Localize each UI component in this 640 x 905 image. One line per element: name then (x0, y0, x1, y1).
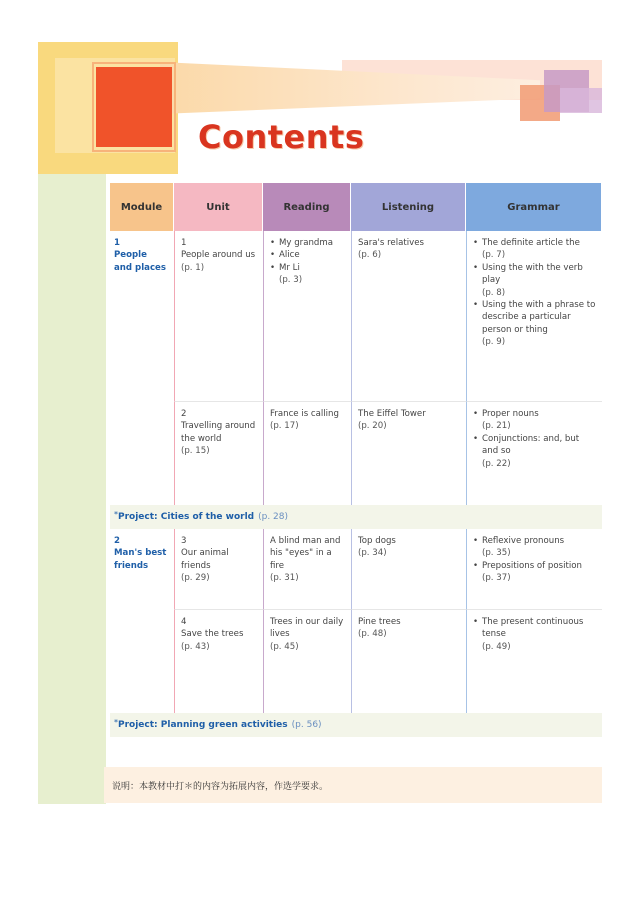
unit-title[interactable]: People around us (181, 250, 256, 261)
unit-page: (p. 15) (181, 446, 210, 457)
reading-page: (p. 3) (279, 275, 303, 286)
grammar-item: • The present continuous tense (p. 49) (473, 616, 596, 653)
module-cell-empty (110, 609, 174, 713)
unit-cell (174, 231, 263, 401)
unit-title[interactable]: Our animal friends (181, 548, 229, 571)
grammar-cell (466, 401, 602, 505)
reading-item: • My grandma (270, 237, 345, 249)
listening-page: (p. 34) (358, 548, 387, 559)
reading-cell (263, 401, 351, 505)
reading-cell (263, 529, 351, 609)
reading-title: A blind man and his "eyes" in a fire (270, 536, 341, 571)
grammar-item: • Conjunctions: and, but and so (p. 22) (473, 433, 596, 470)
unit-cell (174, 529, 263, 609)
header-module: Module (110, 183, 174, 231)
contents-table (110, 183, 602, 737)
reading-cell (263, 231, 351, 401)
table-row (110, 609, 602, 713)
listening-cell (351, 401, 466, 505)
module-cell (110, 529, 174, 609)
reading-item: • Alice (270, 249, 345, 261)
module-number: 1 (114, 238, 120, 248)
reading-page: (p. 17) (270, 421, 299, 432)
extension-star: * (114, 717, 118, 727)
header-reading: Reading (263, 183, 351, 231)
lilac-square (560, 88, 602, 113)
unit-number: 1 (181, 238, 187, 248)
orange-square-outline (92, 62, 176, 152)
unit-page: (p. 43) (181, 641, 210, 652)
unit-number: 3 (181, 536, 187, 546)
grammar-item: • Prepositions of position (p. 37) (473, 560, 596, 585)
grammar-item: • Proper nouns (p. 21) (473, 408, 596, 433)
header-grammar: Grammar (466, 183, 602, 231)
listening-page: (p. 20) (358, 421, 387, 432)
grammar-item: • Using the with the verb play (p. 8) (473, 262, 596, 299)
module-2 (110, 529, 602, 737)
grammar-cell (466, 609, 602, 713)
reading-page: (p. 45) (270, 641, 299, 652)
reading-cell (263, 609, 351, 713)
unit-page: (p. 1) (181, 262, 205, 273)
module-name: People and places (114, 250, 166, 273)
module-number: 2 (114, 536, 120, 546)
table-row (110, 529, 602, 609)
unit-title[interactable]: Travelling around the world (181, 421, 256, 444)
header-unit: Unit (174, 183, 263, 231)
listening-title: Top dogs (358, 536, 396, 546)
grammar-cell (466, 231, 602, 401)
header-listening: Listening (351, 183, 466, 231)
module-cell (110, 231, 174, 401)
table-row (110, 231, 602, 401)
module-1 (110, 231, 602, 529)
grammar-item: • The definite article the (p. 7) (473, 237, 596, 262)
page-title: Contents (198, 118, 365, 156)
grammar-item: • Using the with a phrase to describe a particular person or thing (p. 9) (473, 299, 596, 349)
project-name: Project: Cities of the world (118, 512, 255, 522)
listening-page: (p. 6) (358, 250, 382, 261)
listening-title: The Eiffel Tower (358, 409, 426, 419)
grammar-item: • Reflexive pronouns (p. 35) (473, 535, 596, 560)
project-row[interactable] (110, 713, 602, 737)
project-row[interactable] (110, 505, 602, 529)
listening-cell (351, 231, 466, 401)
reading-page: (p. 31) (270, 573, 299, 584)
project-page: (p. 28) (258, 512, 289, 522)
table-header (110, 183, 602, 231)
listening-cell (351, 609, 466, 713)
table-row (110, 401, 602, 505)
unit-page: (p. 29) (181, 573, 210, 584)
extension-star: * (114, 509, 118, 519)
project-name: Project: Planning green activities (118, 720, 288, 730)
listening-title: Pine trees (358, 617, 401, 627)
module-cell-empty (110, 401, 174, 505)
listening-page: (p. 48) (358, 629, 387, 640)
unit-title[interactable]: Save the trees (181, 629, 244, 640)
unit-cell (174, 609, 263, 713)
grammar-cell (466, 529, 602, 609)
module-name: Man's best friends (114, 548, 167, 571)
unit-number: 2 (181, 409, 187, 419)
reading-item: • Mr Li (270, 262, 345, 274)
project-page: (p. 56) (291, 720, 322, 730)
reading-title: France is calling (270, 409, 339, 419)
listening-cell (351, 529, 466, 609)
unit-number: 4 (181, 617, 187, 627)
unit-cell (174, 401, 263, 505)
footnote: 说明：本教材中打＊的内容为拓展内容，作选学要求。 (104, 767, 602, 803)
left-green-strip (38, 170, 106, 804)
reading-title: Trees in our daily lives (270, 617, 344, 640)
listening-title: Sara's relatives (358, 238, 424, 248)
